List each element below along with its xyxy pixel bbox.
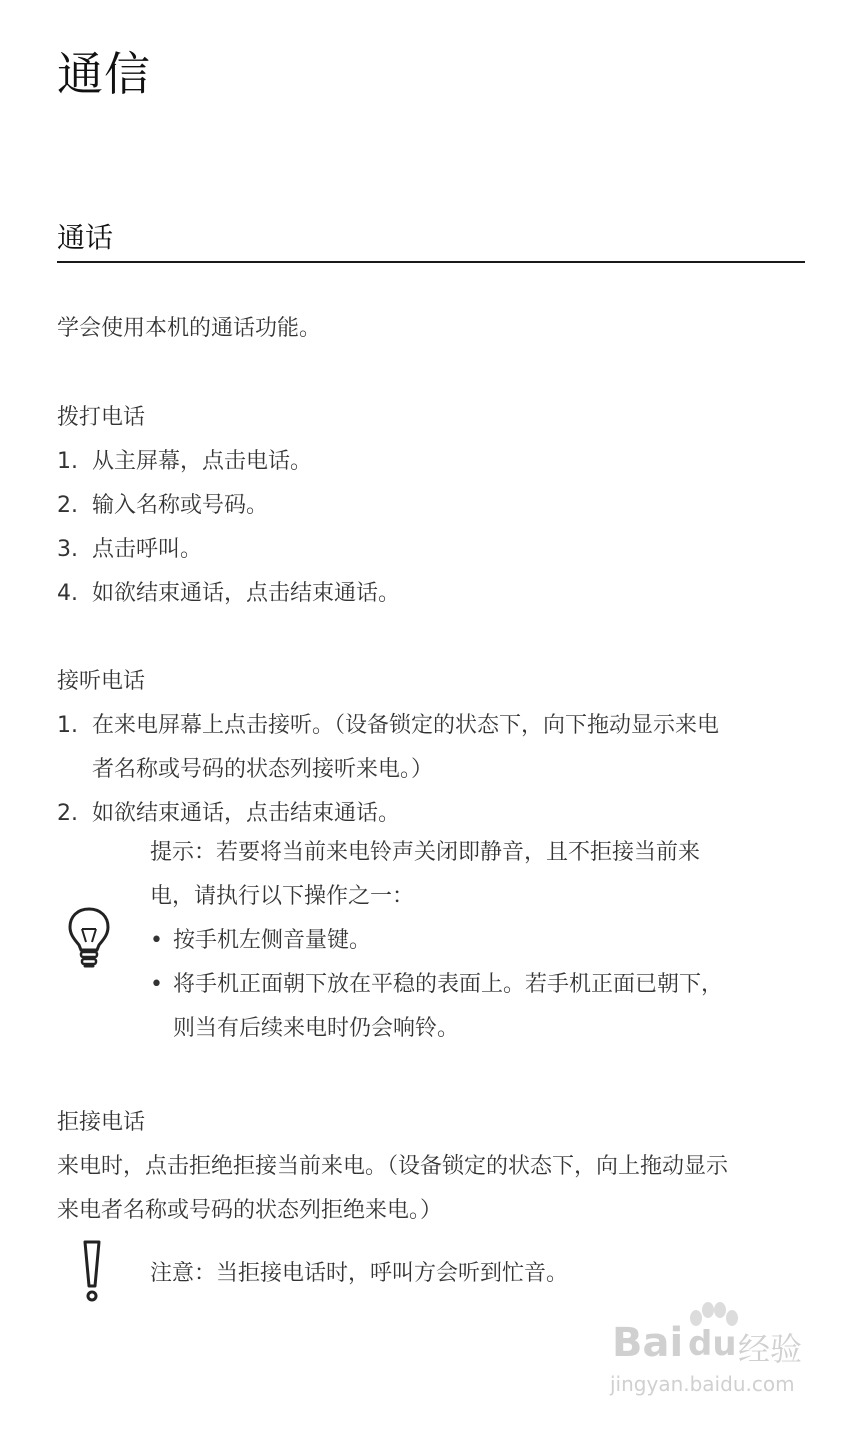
tip-bullet: • — [150, 972, 163, 997]
tip-text-cont: 电，请执行以下操作之一： — [150, 884, 415, 909]
answer-step-text-cont: 者名称或号码的状态列接听来电。） — [92, 757, 434, 782]
section-title: 通话 — [57, 221, 114, 254]
exclamation-icon — [78, 1238, 106, 1304]
answer-step-text: 在来电屏幕上点击接听。（设备锁定的状态下，向下拖动显示来电 — [92, 713, 720, 738]
reject-text: 来电时，点击拒绝拒接当前来电。（设备锁定的状态下，向上拖动显示 — [57, 1154, 729, 1179]
watermark-cn: 经验 — [738, 1330, 803, 1368]
answer-step-number: 2. — [57, 801, 78, 826]
tip-text: 提示：若要将当前来电铃声关闭即静音，且不拒接当前来 — [150, 840, 701, 865]
tip-bullet-text: 按手机左侧音量键。 — [173, 928, 372, 953]
tip-bullet: • — [150, 928, 163, 953]
baidu-watermark — [610, 1300, 810, 1400]
dial-step-number: 2. — [57, 493, 78, 518]
watermark-brand: Bai — [612, 1320, 684, 1366]
intro-text: 学会使用本机的通话功能。 — [57, 316, 322, 341]
dial-step-text: 点击呼叫。 — [92, 537, 203, 562]
dial-step-number: 3. — [57, 537, 78, 562]
watermark-brand-du: du — [688, 1324, 737, 1364]
answer-step-number: 1. — [57, 713, 78, 738]
tip-bullet-text-cont: 则当有后续来电时仍会响铃。 — [173, 1016, 460, 1041]
chapter-title: 通信 — [57, 47, 151, 101]
lightbulb-icon — [66, 906, 112, 972]
dial-step-number: 1. — [57, 449, 78, 474]
answer-step-text: 如欲结束通话，点击结束通话。 — [92, 801, 401, 826]
dial-step-text: 如欲结束通话，点击结束通话。 — [92, 581, 401, 606]
watermark-url: jingyan.baidu.com — [610, 1372, 795, 1396]
tip-bullet-text: 将手机正面朝下放在平稳的表面上。若手机正面已朝下， — [173, 972, 724, 997]
answer-heading: 接听电话 — [57, 669, 146, 694]
note-text: 注意：当拒接电话时，呼叫方会听到忙音。 — [150, 1261, 569, 1286]
dial-step-text: 输入名称或号码。 — [92, 493, 269, 518]
dial-heading: 拨打电话 — [57, 405, 146, 430]
dial-step-text: 从主屏幕，点击电话。 — [92, 449, 313, 474]
reject-heading: 拒接电话 — [57, 1110, 146, 1135]
section-divider — [57, 261, 805, 263]
reject-text-cont: 来电者名称或号码的状态列拒绝来电。） — [57, 1198, 443, 1223]
dial-step-number: 4. — [57, 581, 78, 606]
